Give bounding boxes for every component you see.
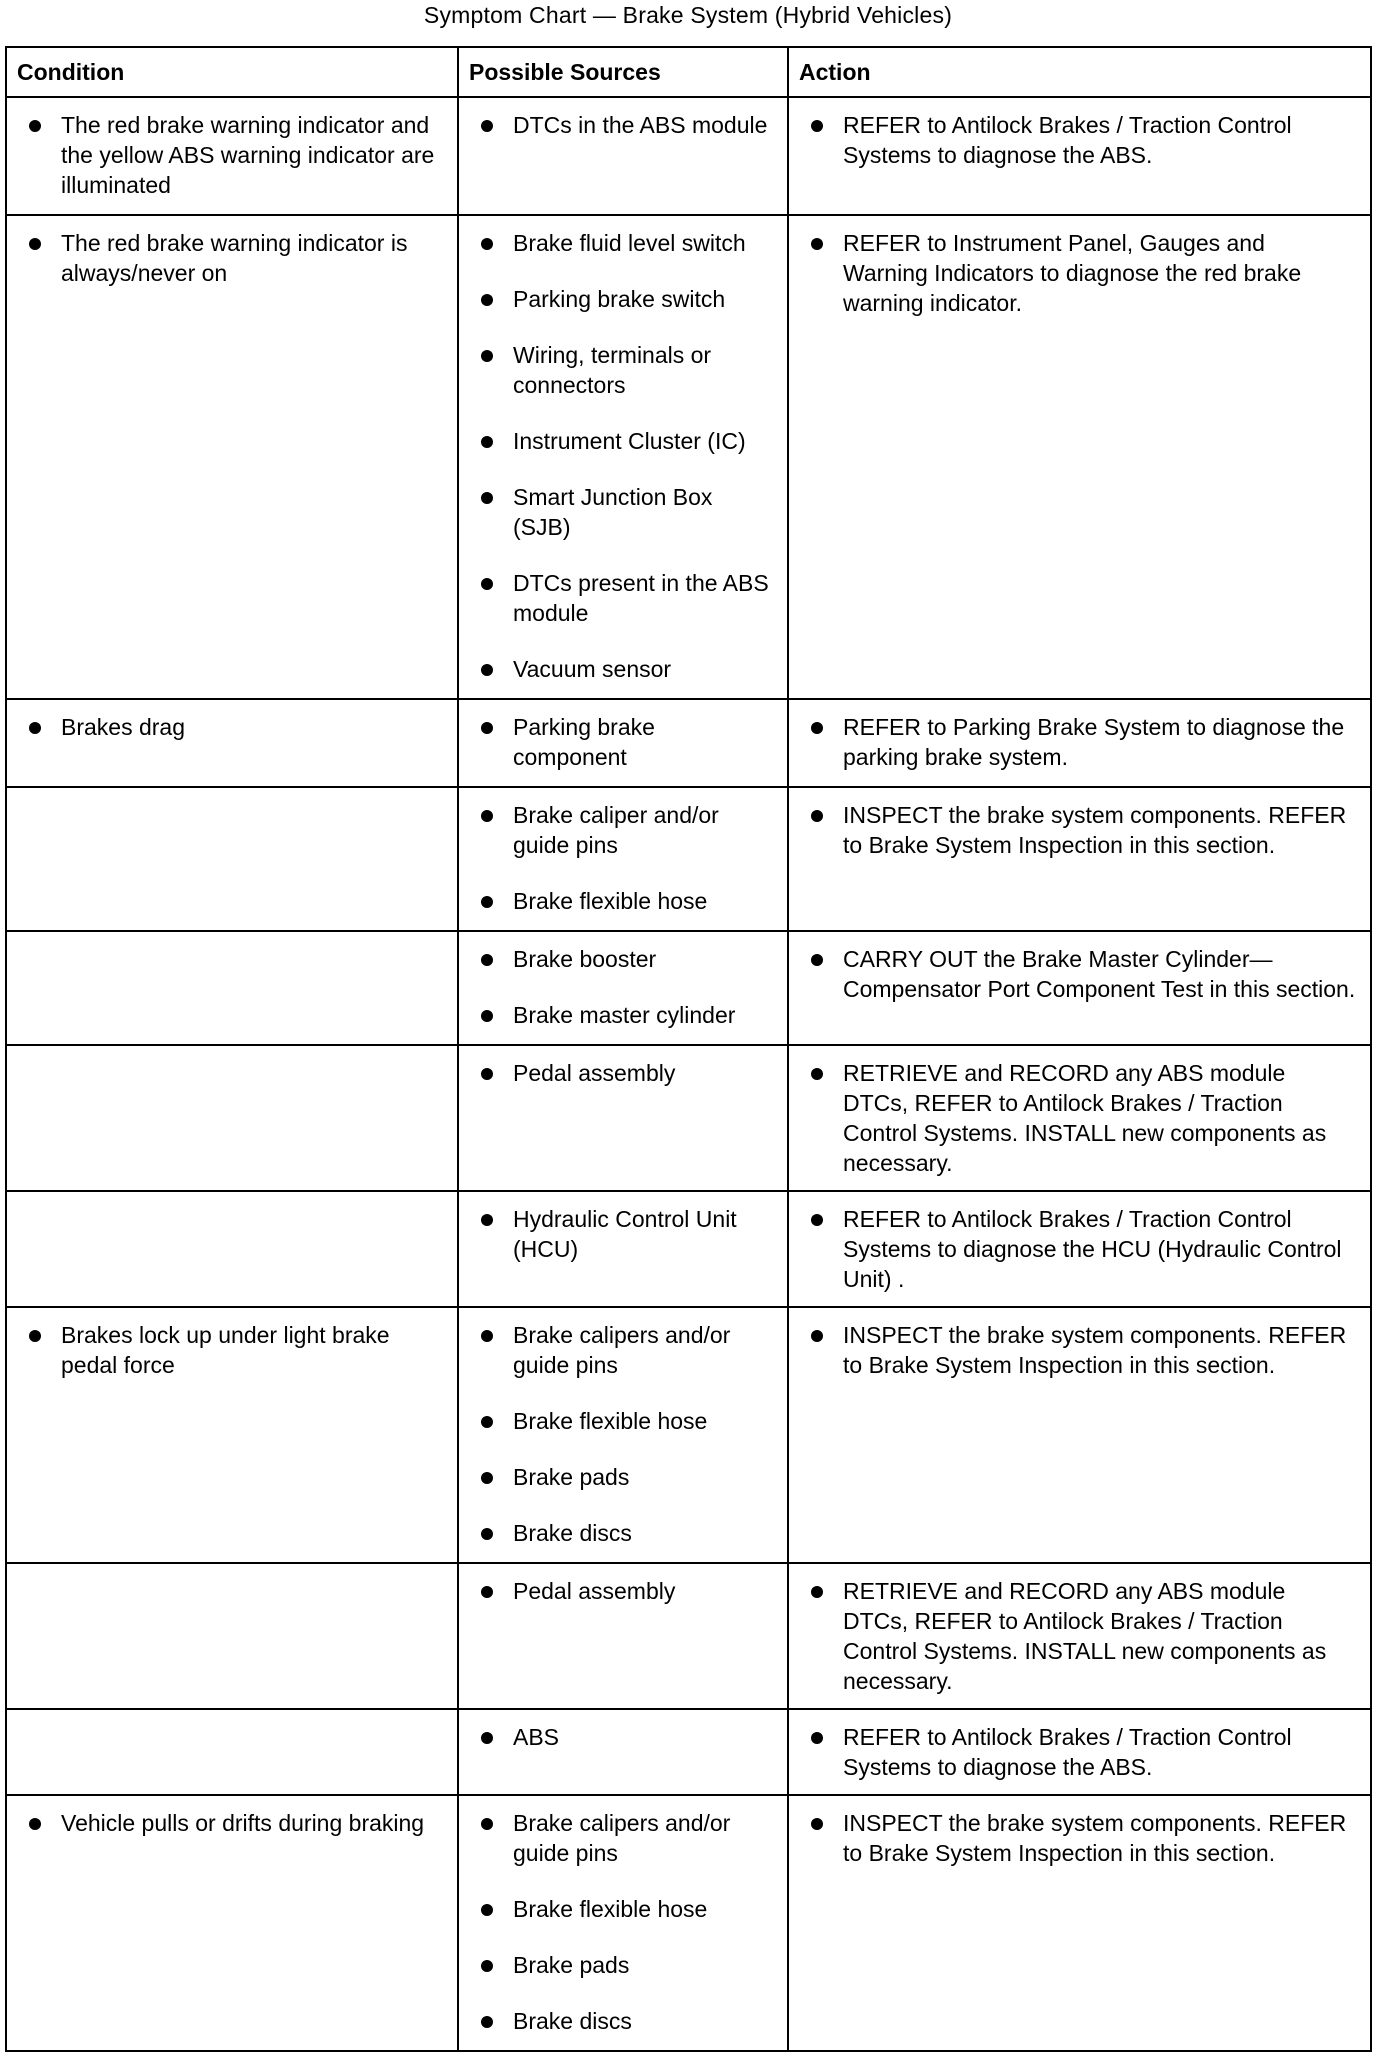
condition-cell — [6, 787, 458, 931]
source-item — [477, 340, 773, 400]
bullet-icon — [811, 1732, 823, 1744]
bullet-icon — [481, 120, 493, 132]
condition-text: The red brake warning indicator is always/never on — [61, 230, 408, 286]
source-item — [477, 1722, 773, 1752]
bullet-icon — [481, 1586, 493, 1598]
condition-cell — [6, 699, 458, 787]
bullet-icon — [29, 1818, 41, 1830]
bullet-icon — [29, 722, 41, 734]
source-item — [477, 1808, 773, 1868]
action-text: INSPECT the brake system components. REFER to Brake System Inspection in this section. — [843, 1322, 1347, 1378]
symptom-chart-table — [5, 46, 1372, 2052]
bullet-icon — [481, 1068, 493, 1080]
source-item — [477, 800, 773, 860]
action-text: REFER to Parking Brake System to diagnose the parking brake system. — [843, 714, 1345, 770]
source-text: Brake calipers and/or guide pins — [513, 1810, 731, 1866]
source-text: Brake pads — [513, 1952, 630, 1978]
source-text: Wiring, terminals or connectors — [513, 342, 712, 398]
source-text: Brake fluid level switch — [513, 230, 746, 256]
condition-cell — [6, 1795, 458, 2051]
condition-item — [25, 228, 443, 288]
source-item — [477, 2006, 773, 2036]
action-item — [807, 1576, 1356, 1696]
condition-item — [25, 110, 443, 200]
condition-cell — [6, 1191, 458, 1307]
action-item — [807, 1058, 1356, 1178]
action-text: REFER to Antilock Brakes / Traction Control Systems to diagnose the HCU (Hydraulic Control Unit) . — [843, 1206, 1342, 1292]
bullet-icon — [481, 238, 493, 250]
table-body — [6, 97, 1371, 2051]
action-cell — [788, 1563, 1371, 1709]
table-row — [6, 931, 1371, 1045]
source-text: Brake booster — [513, 946, 657, 972]
source-item — [477, 1894, 773, 1924]
action-item — [807, 1204, 1356, 1294]
source-item — [477, 1950, 773, 1980]
action-item — [807, 800, 1356, 860]
bullet-icon — [481, 1904, 493, 1916]
action-text: REFER to Instrument Panel, Gauges and Warning Indicators to diagnose the red brake warning indicator. — [843, 230, 1302, 316]
action-cell — [788, 699, 1371, 787]
action-cell — [788, 931, 1371, 1045]
bullet-icon — [481, 492, 493, 504]
possible-sources-cell — [458, 1307, 788, 1563]
action-item — [807, 228, 1356, 318]
source-item — [477, 426, 773, 456]
source-item — [477, 944, 773, 974]
condition-cell — [6, 931, 458, 1045]
condition-cell — [6, 1045, 458, 1191]
bullet-icon — [481, 2016, 493, 2028]
possible-sources-cell — [458, 787, 788, 931]
source-text: ABS — [513, 1724, 560, 1750]
action-text: RETRIEVE and RECORD any ABS module DTCs, REFER to Antilock Brakes / Traction Control Systems. INSTALL new components as necessary. — [843, 1060, 1327, 1176]
table-row — [6, 699, 1371, 787]
source-text: Brake discs — [513, 1520, 632, 1546]
possible-sources-cell — [458, 215, 788, 699]
source-item — [477, 1518, 773, 1548]
bullet-icon — [811, 1818, 823, 1830]
condition-text: Brakes drag — [61, 714, 186, 740]
action-item — [807, 1722, 1356, 1782]
source-text: Brake flexible hose — [513, 888, 708, 914]
table-row — [6, 1307, 1371, 1563]
table-row — [6, 215, 1371, 699]
possible-sources-cell — [458, 1563, 788, 1709]
action-cell — [788, 787, 1371, 931]
bullet-icon — [481, 954, 493, 966]
table-row — [6, 787, 1371, 931]
bullet-icon — [811, 810, 823, 822]
bullet-icon — [811, 238, 823, 250]
source-item — [477, 110, 773, 140]
source-item — [477, 654, 773, 684]
condition-cell — [6, 1307, 458, 1563]
possible-sources-cell — [458, 931, 788, 1045]
possible-sources-cell — [458, 97, 788, 215]
action-item — [807, 712, 1356, 772]
action-cell — [788, 97, 1371, 215]
source-item — [477, 1462, 773, 1492]
action-text: REFER to Antilock Brakes / Traction Control Systems to diagnose the ABS. — [843, 1724, 1292, 1780]
source-item — [477, 284, 773, 314]
action-cell — [788, 215, 1371, 699]
source-text: Brake master cylinder — [513, 1002, 736, 1028]
action-text: RETRIEVE and RECORD any ABS module DTCs, REFER to Antilock Brakes / Traction Control Systems. INSTALL new components as necessary. — [843, 1578, 1327, 1694]
bullet-icon — [481, 896, 493, 908]
source-text: Brake discs — [513, 2008, 632, 2034]
table-row — [6, 1795, 1371, 2051]
possible-sources-cell — [458, 1795, 788, 2051]
bullet-icon — [811, 954, 823, 966]
source-item — [477, 1058, 773, 1088]
action-cell — [788, 1709, 1371, 1795]
bullet-icon — [811, 722, 823, 734]
source-item — [477, 482, 773, 542]
condition-item — [25, 1808, 443, 1838]
source-text: Vacuum sensor — [513, 656, 672, 682]
bullet-icon — [811, 1330, 823, 1342]
bullet-icon — [481, 1472, 493, 1484]
source-text: Parking brake component — [513, 714, 655, 770]
condition-cell — [6, 215, 458, 699]
action-text: CARRY OUT the Brake Master Cylinder—Compensator Port Component Test in this section. — [843, 946, 1356, 1002]
bullet-icon — [481, 1010, 493, 1022]
source-text: Pedal assembly — [513, 1578, 676, 1604]
bullet-icon — [811, 1214, 823, 1226]
action-item — [807, 1320, 1356, 1380]
source-item — [477, 886, 773, 916]
table-row — [6, 1191, 1371, 1307]
table-row — [6, 1563, 1371, 1709]
condition-item — [25, 1320, 443, 1380]
possible-sources-cell — [458, 699, 788, 787]
bullet-icon — [481, 1818, 493, 1830]
possible-sources-cell — [458, 1045, 788, 1191]
bullet-icon — [811, 1068, 823, 1080]
bullet-icon — [481, 578, 493, 590]
source-text: Brake calipers and/or guide pins — [513, 1322, 731, 1378]
source-item — [477, 712, 773, 772]
header-row — [6, 47, 1371, 97]
bullet-icon — [481, 350, 493, 362]
bullet-icon — [481, 664, 493, 676]
bullet-icon — [481, 1214, 493, 1226]
source-item — [477, 1576, 773, 1606]
source-item — [477, 1406, 773, 1436]
source-text: Brake pads — [513, 1464, 630, 1490]
bullet-icon — [481, 294, 493, 306]
bullet-icon — [481, 1528, 493, 1540]
condition-item — [25, 712, 443, 742]
bullet-icon — [481, 722, 493, 734]
source-text: Instrument Cluster (IC) — [513, 428, 746, 454]
action-cell — [788, 1191, 1371, 1307]
bullet-icon — [481, 1732, 493, 1744]
chart-title: Symptom Chart — Brake System (Hybrid Vehicles) — [423, 2, 953, 28]
action-text: INSPECT the brake system components. REFER to Brake System Inspection in this section. — [843, 802, 1347, 858]
action-text: INSPECT the brake system components. REFER to Brake System Inspection in this section. — [843, 1810, 1347, 1866]
action-cell — [788, 1307, 1371, 1563]
bullet-icon — [29, 1330, 41, 1342]
table-row — [6, 1045, 1371, 1191]
action-item — [807, 944, 1356, 1004]
condition-text: The red brake warning indicator and the yellow ABS warning indicator are illuminated — [61, 112, 435, 198]
action-item — [807, 110, 1356, 170]
source-item — [477, 1204, 773, 1264]
bullet-icon — [811, 120, 823, 132]
condition-cell — [6, 1563, 458, 1709]
condition-text: Vehicle pulls or drifts during braking — [61, 1810, 425, 1836]
bullet-icon — [481, 436, 493, 448]
condition-text: Brakes lock up under light brake pedal force — [61, 1322, 390, 1378]
source-item — [477, 228, 773, 258]
action-cell — [788, 1795, 1371, 2051]
bullet-icon — [481, 810, 493, 822]
source-item — [477, 1320, 773, 1380]
bullet-icon — [29, 120, 41, 132]
possible-sources-cell — [458, 1191, 788, 1307]
source-text: Smart Junction Box (SJB) — [513, 484, 713, 540]
table-row — [6, 97, 1371, 215]
source-text: Brake flexible hose — [513, 1896, 708, 1922]
action-text: REFER to Antilock Brakes / Traction Control Systems to diagnose the ABS. — [843, 112, 1292, 168]
source-item — [477, 1000, 773, 1030]
bullet-icon — [811, 1586, 823, 1598]
possible-sources-cell — [458, 1709, 788, 1795]
bullet-icon — [29, 238, 41, 250]
source-text: Brake caliper and/or guide pins — [513, 802, 719, 858]
source-item — [477, 568, 773, 628]
action-item — [807, 1808, 1356, 1868]
table-row — [6, 1709, 1371, 1795]
source-text: DTCs present in the ABS module — [513, 570, 769, 626]
bullet-icon — [481, 1960, 493, 1972]
source-text: Hydraulic Control Unit (HCU) — [513, 1206, 737, 1262]
source-text: Pedal assembly — [513, 1060, 676, 1086]
condition-cell — [6, 1709, 458, 1795]
bullet-icon — [481, 1330, 493, 1342]
bullet-icon — [481, 1416, 493, 1428]
header-condition: Condition — [6, 47, 458, 97]
condition-cell — [6, 97, 458, 215]
source-text: Brake flexible hose — [513, 1408, 708, 1434]
header-action: Action — [788, 47, 1371, 97]
source-text: DTCs in the ABS module — [513, 112, 768, 138]
header-possible-sources: Possible Sources — [458, 47, 788, 97]
action-cell — [788, 1045, 1371, 1191]
source-text: Parking brake switch — [513, 286, 726, 312]
